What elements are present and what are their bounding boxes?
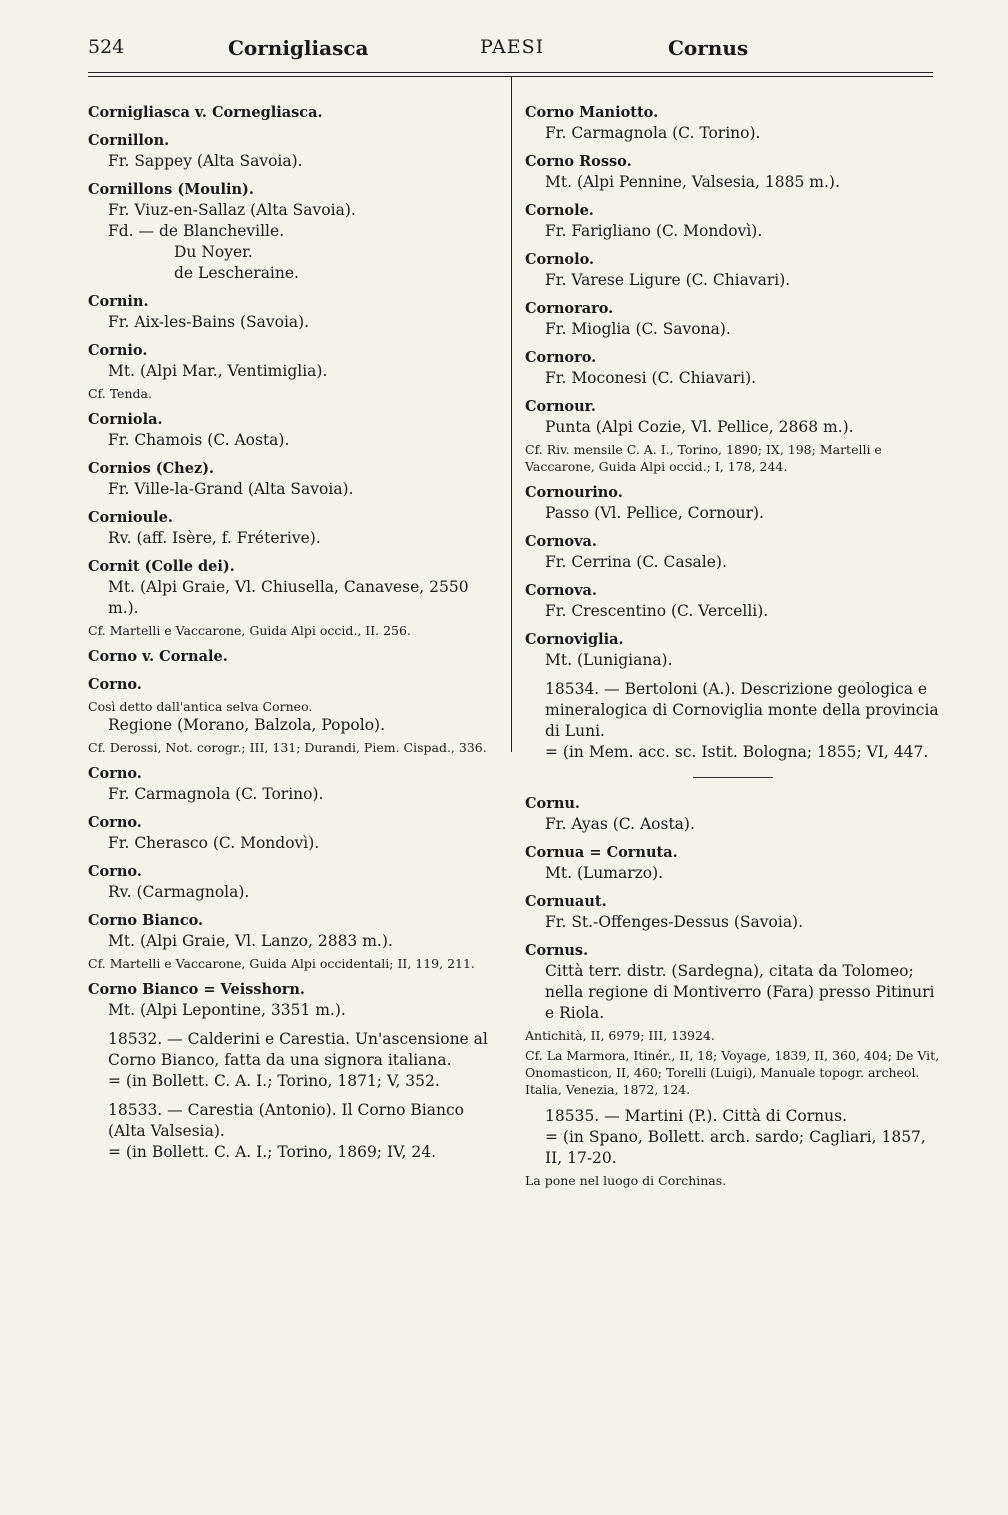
entry-heading: Cornit (Colle dei). (88, 558, 235, 575)
gazetteer-entry (525, 103, 940, 144)
entry-line: Fr. Chamois (C. Aosta). (108, 431, 290, 449)
entry-line: Fr. Cherasco (C. Mondovì). (108, 834, 320, 852)
entry-line: Fr. Viuz-en-Sallaz (Alta Savoia). (108, 201, 356, 219)
entry-note: La pone nel luogo di Corchinas. (525, 1173, 727, 1188)
page-number: 524 (88, 36, 125, 58)
entry-line: Fd. — de Blancheville. (108, 222, 285, 240)
entry-heading: Cornoviglia. (525, 631, 624, 648)
entry-line: Fr. Sappey (Alta Savoia). (108, 152, 303, 170)
gazetteer-entry (525, 250, 940, 291)
entry-heading: Corno. (88, 814, 142, 831)
entry-line: Fr. Ayas (C. Aosta). (545, 815, 695, 833)
entry-note: Cf. Martelli e Vaccarone, Guida Alpi occid., II. 256. (88, 623, 411, 638)
entry-line: Fr. Moconesi (C. Chiavari). (545, 369, 757, 387)
entry-line: Punta (Alpi Cozie, Vl. Pellice, 2868 m.). (545, 418, 854, 436)
entry-heading: Corno Maniotto. (525, 104, 659, 121)
entry-subline: de Lescheraine. (174, 264, 299, 282)
bibliography-item: 18534. — Bertoloni (A.). Descrizione geologica e mineralogica di Cornoviglia monte della provincia di Luni. (545, 680, 939, 740)
entry-heading: Cornuaut. (525, 893, 607, 910)
gazetteer-entry (88, 647, 500, 667)
entry-line: Mt. (Alpi Graie, Vl. Lanzo, 2883 m.). (108, 932, 393, 950)
entry-line: Fr. Cerrina (C. Casale). (545, 553, 727, 571)
entry-note: Così detto dall'antica selva Corneo. (88, 699, 313, 714)
entry-line: Fr. Carmagnola (C. Torino). (108, 785, 324, 803)
entry-heading: Cornourino. (525, 484, 623, 501)
header-left-term: Cornigliasca (228, 36, 369, 60)
gazetteer-entry (525, 299, 940, 340)
bibliography-item: = (in Spano, Bollett. arch. sardo; Cagliari, 1857, II, 17-20. (545, 1128, 926, 1167)
entry-heading: Corno v. Cornale. (88, 648, 228, 665)
entry-subline: Du Noyer. (174, 243, 253, 261)
entry-line: Fr. Varese Ligure (C. Chiavari). (545, 271, 791, 289)
gazetteer-entry (88, 764, 500, 805)
entry-heading: Cornillon. (88, 132, 170, 149)
column-divider (511, 76, 512, 752)
entry-line: Mt. (Lumarzo). (545, 864, 664, 882)
header-rule (88, 72, 933, 73)
gazetteer-entry (525, 397, 940, 475)
gazetteer-entry (525, 483, 940, 524)
entry-line: Fr. Aix-les-Bains (Savoia). (108, 313, 310, 331)
gazetteer-entry (88, 1100, 500, 1163)
entry-heading: Cornua = Cornuta. (525, 844, 678, 861)
gazetteer-entry (88, 862, 500, 903)
gazetteer-entry (88, 410, 500, 451)
entry-heading: Cornin. (88, 293, 149, 310)
entry-line: Mt. (Lunigiana). (545, 651, 673, 669)
gazetteer-entry (88, 131, 500, 172)
entry-note: Cf. La Marmora, Itinér., II, 18; Voyage, 1839, II, 360, 404; De Vit, Onomasticon, II, 460; Torelli (Luigi), Manuale topogr. archeol. Italia, Venezia, 1872, 124. (525, 1048, 940, 1097)
entry-heading: Corno Bianco = Veisshorn. (88, 981, 305, 998)
gazetteer-entry (88, 813, 500, 854)
gazetteer-entry (525, 581, 940, 622)
entry-line: Fr. Farigliano (C. Mondovì). (545, 222, 763, 240)
left-column (88, 103, 500, 1171)
gazetteer-entry (525, 630, 940, 671)
gazetteer-entry (88, 675, 500, 756)
entry-line: Città terr. distr. (Sardegna), citata da Tolomeo; nella regione di Montiverro (Fara) presso Pitinuri e Riola. (545, 962, 935, 1022)
gazetteer-entry (88, 180, 500, 284)
entry-note: Cf. Martelli e Vaccarone, Guida Alpi occidentali; II, 119, 211. (88, 956, 475, 971)
gazetteer-entry (525, 679, 940, 763)
entry-heading: Cornillons (Moulin). (88, 181, 254, 198)
gazetteer-entry (88, 911, 500, 972)
bibliography-item: = (in Bollett. C. A. I.; Torino, 1869; IV, 24. (108, 1143, 437, 1161)
entry-line: Fr. Crescentino (C. Vercelli). (545, 602, 769, 620)
entry-heading: Cornigliasca v. Cornegliasca. (88, 104, 323, 121)
bibliography-item: 18532. — Calderini e Carestia. Un'ascensione al Corno Bianco, fatta da una signora italiana. (108, 1030, 488, 1069)
entry-heading: Cornoraro. (525, 300, 614, 317)
gazetteer-entry (525, 843, 940, 884)
gazetteer-entry (525, 794, 940, 835)
bibliography-item: 18533. — Carestia (Antonio). Il Corno Bianco (Alta Valsesia). (108, 1101, 464, 1140)
entry-heading: Cornu. (525, 795, 580, 812)
gazetteer-entry (525, 152, 940, 193)
entry-heading: Cornio. (88, 342, 148, 359)
gazetteer-entry (88, 103, 500, 123)
entry-line: Mt. (Alpi Lepontine, 3351 m.). (108, 1001, 346, 1019)
entry-heading: Corniola. (88, 411, 163, 428)
gazetteer-entry (88, 292, 500, 333)
entry-note: Antichità, II, 6979; III, 13924. (525, 1028, 715, 1043)
header-section: PAESI (480, 36, 545, 58)
entry-heading: Cornios (Chez). (88, 460, 215, 477)
entry-line: Fr. St.-Offenges-Dessus (Savoia). (545, 913, 804, 931)
entry-line: Regione (Morano, Balzola, Popolo). (108, 716, 385, 734)
entry-line: Passo (Vl. Pellice, Cornour). (545, 504, 764, 522)
entry-line: Rv. (Carmagnola). (108, 883, 250, 901)
entry-line: Mt. (Alpi Pennine, Valsesia, 1885 m.). (545, 173, 840, 191)
entry-heading: Cornus. (525, 942, 589, 959)
bibliography-item: 18535. — Martini (P.). Città di Cornus. (545, 1107, 848, 1125)
gazetteer-entry (88, 980, 500, 1021)
entry-note: Cf. Tenda. (88, 386, 152, 401)
section-separator (693, 777, 773, 778)
entry-heading: Corno Bianco. (88, 912, 204, 929)
gazetteer-entry (88, 459, 500, 500)
entry-note: Cf. Riv. mensile C. A. I., Torino, 1890; IX, 198; Martelli e Vaccarone, Guida Alpi occid.; I, 178, 244. (525, 442, 882, 474)
entry-heading: Cornolo. (525, 251, 595, 268)
right-column (525, 103, 940, 1197)
entry-heading: Corno. (88, 765, 142, 782)
gazetteer-entry (88, 1029, 500, 1092)
entry-line: Fr. Mioglia (C. Savona). (545, 320, 731, 338)
entry-heading: Corno. (88, 676, 142, 693)
entry-line: Mt. (Alpi Graie, Vl. Chiusella, Canavese, 2550 m.). (108, 578, 469, 617)
entry-line: Fr. Ville-la-Grand (Alta Savoia). (108, 480, 354, 498)
entry-line: Rv. (aff. Isère, f. Fréterive). (108, 529, 321, 547)
gazetteer-entry (88, 508, 500, 549)
entry-heading: Corno. (88, 863, 142, 880)
gazetteer-entry (525, 348, 940, 389)
gazetteer-entry (88, 341, 500, 402)
gazetteer-entry (525, 1106, 940, 1189)
entry-note: Cf. Derossi, Not. corogr.; III, 131; Durandi, Piem. Cispad., 336. (88, 740, 487, 755)
gazetteer-entry (525, 201, 940, 242)
entry-heading: Cornole. (525, 202, 594, 219)
entry-heading: Cornour. (525, 398, 596, 415)
entry-line: Mt. (Alpi Mar., Ventimiglia). (108, 362, 328, 380)
entry-heading: Cornova. (525, 533, 597, 550)
gazetteer-entry (525, 941, 940, 1098)
running-header (88, 36, 933, 66)
entry-heading: Cornova. (525, 582, 597, 599)
entry-line: Fr. Carmagnola (C. Torino). (545, 124, 761, 142)
gazetteer-entry (525, 532, 940, 573)
bibliography-item: = (in Mem. acc. sc. Istit. Bologna; 1855; VI, 447. (545, 743, 929, 761)
entry-heading: Cornoro. (525, 349, 597, 366)
gazetteer-entry (88, 557, 500, 639)
entry-heading: Cornioule. (88, 509, 173, 526)
entry-heading: Corno Rosso. (525, 153, 632, 170)
header-right-term: Cornus (668, 36, 749, 60)
gazetteer-entry (525, 892, 940, 933)
bibliography-item: = (in Bollett. C. A. I.; Torino, 1871; V, 352. (108, 1072, 440, 1090)
